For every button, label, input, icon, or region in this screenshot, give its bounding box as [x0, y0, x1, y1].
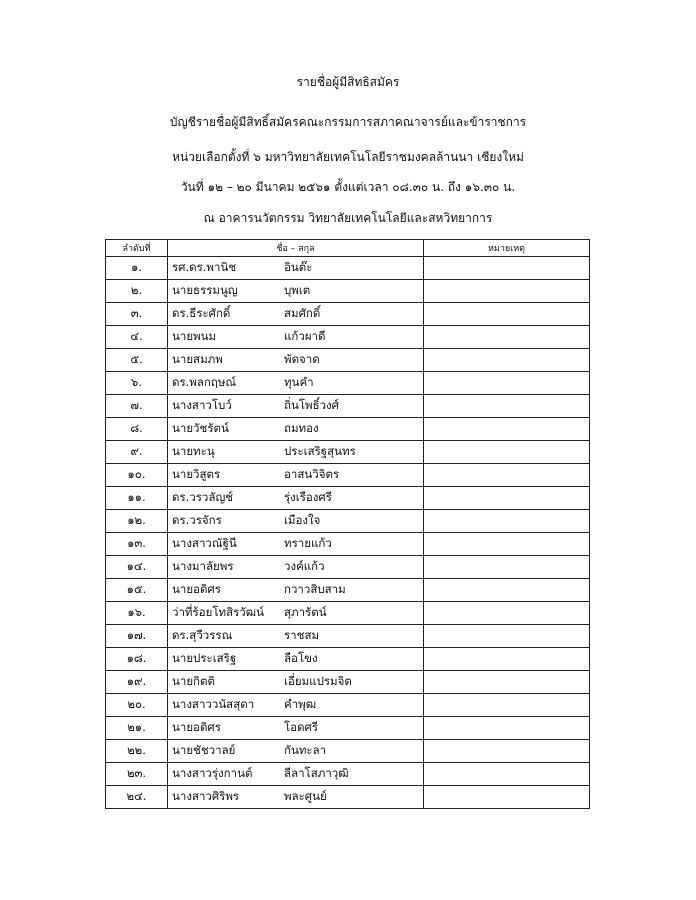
- row-remark: [424, 257, 590, 280]
- table-row: [106, 487, 590, 510]
- last-name: ประเสริฐสุนทร: [284, 444, 356, 458]
- last-name: เมืองใจ: [284, 513, 321, 527]
- table-body: [106, 257, 590, 809]
- table-row: [106, 763, 590, 786]
- row-full-name: [168, 280, 424, 303]
- row-remark: [424, 579, 590, 602]
- row-remark: [424, 671, 590, 694]
- row-number: ๒๒.: [106, 740, 168, 763]
- table-row: [106, 533, 590, 556]
- row-full-name: [168, 510, 424, 533]
- table-row: [106, 556, 590, 579]
- last-name: อินต๊ะ: [284, 260, 313, 274]
- row-remark: [424, 395, 590, 418]
- row-number: ๓.: [106, 303, 168, 326]
- row-full-name: [168, 694, 424, 717]
- row-remark: [424, 326, 590, 349]
- last-name: กวาวสิบสาม: [284, 582, 346, 596]
- table-row: [106, 464, 590, 487]
- first-name: นายวัชรัตน์: [172, 421, 229, 435]
- first-name: ดร.สุวีวรรณ: [172, 628, 233, 642]
- column-header-name: ชื่อ – สกุล: [168, 240, 424, 257]
- row-full-name: [168, 717, 424, 740]
- first-name: นายกิตติ: [172, 674, 215, 688]
- row-number: ๑๕.: [106, 579, 168, 602]
- row-number: ๑๙.: [106, 671, 168, 694]
- last-name: รุ่งเรืองศรี: [284, 490, 332, 504]
- row-number: ๒๓.: [106, 763, 168, 786]
- last-name: คำพุฒ: [284, 697, 317, 711]
- row-full-name: [168, 349, 424, 372]
- row-remark: [424, 441, 590, 464]
- column-header-remark: หมายเหตุ: [424, 240, 590, 257]
- first-name: นางสาววนัสสุดา: [172, 697, 255, 711]
- row-number: ๕.: [106, 349, 168, 372]
- row-number: ๗.: [106, 395, 168, 418]
- last-name: เอี่ยมแปรมจิต: [284, 674, 352, 688]
- table-row: [106, 671, 590, 694]
- table-row: [106, 303, 590, 326]
- table-row: [106, 326, 590, 349]
- first-name: นางสาวณัฐินี: [172, 536, 237, 550]
- last-name: กันทะลา: [284, 743, 327, 757]
- first-name: ดร.วรจักร: [172, 513, 222, 527]
- row-remark: [424, 648, 590, 671]
- last-name: โอดศรี: [284, 720, 319, 734]
- row-number: ๙.: [106, 441, 168, 464]
- first-name: นางสาวรุ่งกานต์: [172, 766, 253, 780]
- row-remark: [424, 418, 590, 441]
- table-row: [106, 717, 590, 740]
- table-row: [106, 372, 590, 395]
- row-remark: [424, 786, 590, 809]
- table-row: [106, 786, 590, 809]
- first-name: นางสาวโบว์: [172, 398, 232, 412]
- row-remark: [424, 280, 590, 303]
- table-row: [106, 395, 590, 418]
- row-full-name: [168, 671, 424, 694]
- first-name: ดร.วรวลัญช์: [172, 490, 234, 504]
- last-name: พัดจาด: [284, 352, 320, 366]
- first-name: รศ.ดร.พานิช: [172, 260, 237, 274]
- row-remark: [424, 740, 590, 763]
- row-number: ๔.: [106, 326, 168, 349]
- election-date: วันที่ ๑๒ – ๒๐ มีนาคม ๒๕๖๑ ตั้งแต่เวลา ๐๘.๓๐ น. ถึง ๑๖.๓๐ น.: [180, 180, 516, 194]
- table-row: [106, 418, 590, 441]
- table-row: [106, 648, 590, 671]
- first-name: นายอดิศร: [172, 720, 221, 734]
- last-name: พละศูนย์: [284, 789, 327, 803]
- row-full-name: [168, 556, 424, 579]
- row-number: ๑๖.: [106, 602, 168, 625]
- last-name: สมศักดิ์: [284, 306, 321, 320]
- row-number: ๑๔.: [106, 556, 168, 579]
- first-name: นางมาลัยพร: [172, 559, 234, 573]
- last-name: ทุนคำ: [284, 375, 314, 389]
- row-full-name: [168, 418, 424, 441]
- row-number: ๑.: [106, 257, 168, 280]
- table-row: [106, 510, 590, 533]
- first-name: นายประเสริฐ: [172, 651, 237, 665]
- column-header-no: ลำดับที่: [106, 240, 168, 257]
- election-place: ณ อาคารนวัตกรรม วิทยาลัยเทคโนโลยีและสหวิทยาการ: [203, 211, 493, 225]
- first-name: นายชัชวาลย์: [172, 743, 236, 757]
- table-header-row: [106, 240, 590, 257]
- last-name: วงค์แก้ว: [284, 559, 325, 573]
- row-remark: [424, 717, 590, 740]
- last-name: ทรายแก้ว: [284, 536, 332, 550]
- first-name: นายพนม: [172, 329, 217, 343]
- row-remark: [424, 510, 590, 533]
- first-name: ดร.พลกฤษณ์: [172, 375, 237, 389]
- row-number: ๖.: [106, 372, 168, 395]
- table-row: [106, 602, 590, 625]
- row-full-name: [168, 372, 424, 395]
- row-full-name: [168, 740, 424, 763]
- row-full-name: [168, 579, 424, 602]
- last-name: ราชสม: [284, 628, 320, 642]
- last-name: บุพเต: [284, 283, 311, 297]
- first-name: ว่าที่ร้อยโทสิรวัฒน์: [172, 605, 264, 619]
- row-number: ๑๐.: [106, 464, 168, 487]
- row-full-name: [168, 257, 424, 280]
- row-remark: [424, 303, 590, 326]
- row-number: ๒๑.: [106, 717, 168, 740]
- row-remark: [424, 464, 590, 487]
- row-full-name: [168, 763, 424, 786]
- row-number: ๘.: [106, 418, 168, 441]
- document-title: รายชื่อผู้มีสิทธิสมัคร: [296, 75, 400, 89]
- row-number: ๑๒.: [106, 510, 168, 533]
- last-name: อาสนวิจิตร: [284, 467, 340, 481]
- row-full-name: [168, 625, 424, 648]
- first-name: นายธรรมนูญ: [172, 283, 238, 297]
- document-subtitle: บัญชีรายชื่อผู้มีสิทธิ์สมัครคณะกรรมการสภาคณาจารย์และข้าราชการ: [169, 115, 527, 129]
- row-number: ๑๑.: [106, 487, 168, 510]
- row-full-name: [168, 602, 424, 625]
- last-name: แก้วผาดี: [284, 329, 326, 343]
- row-number: ๒๔.: [106, 786, 168, 809]
- row-number: ๒.: [106, 280, 168, 303]
- row-remark: [424, 694, 590, 717]
- row-number: ๑๘.: [106, 648, 168, 671]
- row-full-name: [168, 648, 424, 671]
- last-name: ลือโขง: [284, 651, 318, 665]
- row-remark: [424, 533, 590, 556]
- candidate-table: [105, 239, 590, 809]
- first-name: นายวิสูตร: [172, 467, 221, 481]
- first-name: นายอดิศร: [172, 582, 221, 596]
- last-name: ลีลาโสภาวุฒิ: [284, 766, 349, 780]
- last-name: ถิ่นโพธิ์วงศ์: [284, 398, 339, 412]
- row-remark: [424, 556, 590, 579]
- row-full-name: [168, 395, 424, 418]
- row-remark: [424, 602, 590, 625]
- row-remark: [424, 349, 590, 372]
- last-name: ถมทอง: [284, 421, 319, 435]
- table-row: [106, 740, 590, 763]
- row-number: ๑๓.: [106, 533, 168, 556]
- table-row: [106, 349, 590, 372]
- row-full-name: [168, 303, 424, 326]
- row-full-name: [168, 533, 424, 556]
- table-row: [106, 280, 590, 303]
- row-number: ๑๗.: [106, 625, 168, 648]
- table-row: [106, 694, 590, 717]
- first-name: นางสาวศิริพร: [172, 789, 240, 803]
- row-remark: [424, 487, 590, 510]
- row-remark: [424, 763, 590, 786]
- table-row: [106, 625, 590, 648]
- first-name: นายทะนุ: [172, 444, 215, 458]
- row-remark: [424, 372, 590, 395]
- first-name: นายสมภพ: [172, 352, 223, 366]
- table-row: [106, 579, 590, 602]
- row-remark: [424, 625, 590, 648]
- row-full-name: [168, 464, 424, 487]
- table-row: [106, 257, 590, 280]
- row-full-name: [168, 326, 424, 349]
- row-number: ๒๐.: [106, 694, 168, 717]
- row-full-name: [168, 786, 424, 809]
- row-full-name: [168, 487, 424, 510]
- last-name: สุภารัตน์: [284, 605, 327, 619]
- row-full-name: [168, 441, 424, 464]
- first-name: ดร.ธีระศักดิ์: [172, 306, 231, 320]
- table-row: [106, 441, 590, 464]
- election-unit: หน่วยเลือกตั้งที่ ๖ มหาวิทยาลัยเทคโนโลยีราชมงคลล้านนา เชียงใหม่: [172, 150, 524, 164]
